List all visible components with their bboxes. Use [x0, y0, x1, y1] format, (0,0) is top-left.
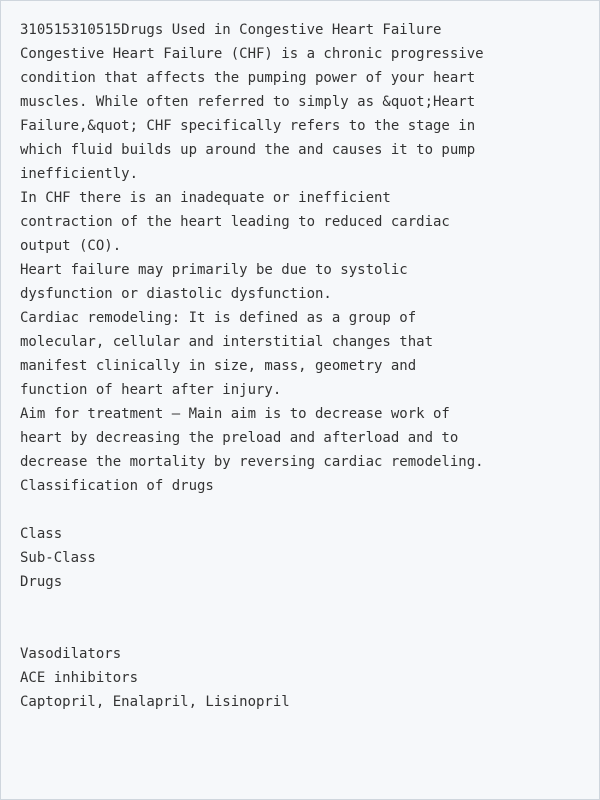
blank-line	[20, 594, 580, 618]
aim-line-2: heart by decreasing the preload and afterload and to	[20, 430, 459, 446]
table-header-class: Class	[20, 526, 63, 542]
intro-line-3: muscles. While often referred to simply as &quot;Heart	[20, 94, 476, 110]
chf-line-3: output (CO).	[20, 238, 122, 254]
remodeling-line-4: function of heart after injury.	[20, 382, 282, 398]
intro-line-2: condition that affects the pumping power of your heart	[20, 70, 476, 86]
remodeling-line-1: Cardiac remodeling: It is defined as a group of	[20, 310, 417, 326]
aim-line-1: Aim for treatment – Main aim is to decrease work of	[20, 406, 450, 422]
chf-line-1: In CHF there is an inadequate or inefficient	[20, 190, 391, 206]
blank-line	[20, 498, 580, 522]
intro-line-4: Failure,&quot; CHF specifically refers to the stage in	[20, 118, 476, 134]
remodeling-line-2: molecular, cellular and interstitial changes that	[20, 334, 434, 350]
dysfunction-line-1: Heart failure may primarily be due to systolic	[20, 262, 408, 278]
intro-line-1: Congestive Heart Failure (CHF) is a chronic progressive	[20, 46, 484, 62]
dysfunction-line-2: dysfunction or diastolic dysfunction.	[20, 286, 332, 302]
table-cell-drugs: Captopril, Enalapril, Lisinopril	[20, 694, 290, 710]
table-cell-class: Vasodilators	[20, 646, 122, 662]
remodeling-line-3: manifest clinically in size, mass, geometry and	[20, 358, 417, 374]
document-title: 310515310515Drugs Used in Congestive Heart Failure	[20, 22, 442, 38]
intro-line-6: inefficiently.	[20, 166, 139, 182]
chf-line-2: contraction of the heart leading to reduced cardiac	[20, 214, 450, 230]
blank-line	[20, 618, 580, 642]
intro-line-5: which fluid builds up around the and causes it to pump	[20, 142, 476, 158]
table-header-drugs: Drugs	[20, 574, 63, 590]
table-cell-subclass: ACE inhibitors	[20, 670, 139, 686]
aim-line-3: decrease the mortality by reversing cardiac remodeling.	[20, 454, 484, 470]
classification-heading: Classification of drugs	[20, 478, 214, 494]
table-header-subclass: Sub-Class	[20, 550, 96, 566]
